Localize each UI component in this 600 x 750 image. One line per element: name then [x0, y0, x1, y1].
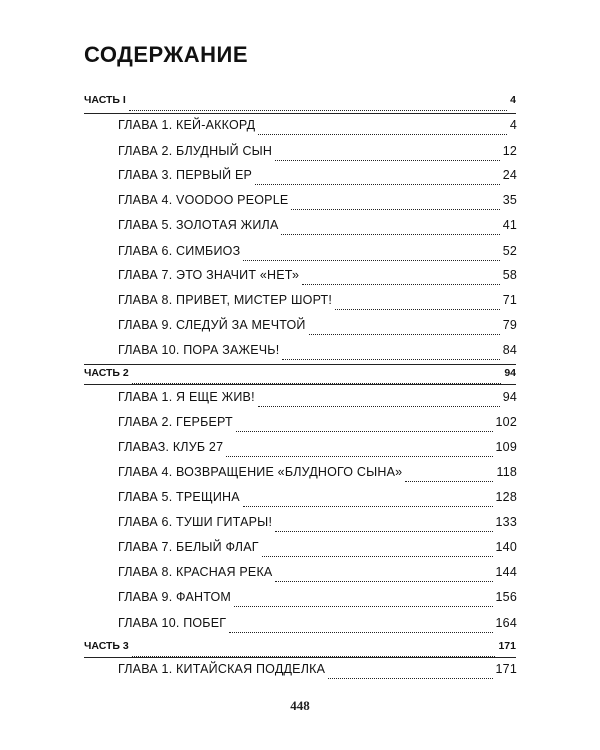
toc-chapter-entry — [118, 218, 517, 238]
toc-chapter-entry — [118, 465, 517, 485]
toc-chapter-entry — [118, 268, 517, 288]
dot-leader — [282, 359, 499, 360]
toc-chapter-entry — [118, 490, 517, 510]
chapter-title: ГЛАВА 9. СЛЕДУЙ ЗА МЕЧТОЙ — [118, 318, 306, 332]
toc-page-number: 133 — [495, 515, 517, 529]
dot-leader — [258, 134, 507, 135]
toc-chapter-entry — [118, 662, 517, 682]
toc-page-number: 84 — [502, 343, 517, 357]
toc-chapter-entry — [118, 118, 517, 138]
toc-chapter-entry — [118, 168, 517, 188]
toc-page-number: 94 — [502, 390, 517, 404]
toc-chapter-entry — [118, 144, 517, 164]
chapter-title: ГЛАВА 5. ЗОЛОТАЯ ЖИЛА — [118, 218, 279, 232]
dot-leader — [234, 606, 492, 607]
dot-leader — [275, 581, 492, 582]
part-title: ЧАСТЬ I — [84, 94, 126, 106]
toc-page-number: 35 — [502, 193, 517, 207]
dot-leader — [262, 556, 493, 557]
chapter-title: ГЛАВА 2. ГЕРБЕРТ — [118, 415, 233, 429]
toc-chapter-entry — [118, 318, 517, 338]
toc-page-number: 128 — [495, 490, 517, 504]
dot-leader — [229, 632, 492, 633]
chapter-title: ГЛАВА 5. ТРЕЩИНА — [118, 490, 240, 504]
toc-page-number: 144 — [495, 565, 517, 579]
dot-leader — [275, 531, 492, 532]
chapter-title: ГЛАВА 1. КИТАЙСКАЯ ПОДДЕЛКА — [118, 662, 326, 676]
chapter-title: ГЛАВА 7. БЕЛЫЙ ФЛАГ — [118, 540, 259, 554]
section-divider — [84, 384, 516, 385]
toc-chapter-entry — [118, 244, 517, 264]
toc-page-number: 102 — [495, 415, 517, 429]
toc-part-entry — [84, 94, 516, 114]
dot-leader — [302, 284, 499, 285]
chapter-title: ГЛАВА 9. ФАНТОМ — [118, 590, 232, 604]
toc-page-number: 94 — [504, 367, 516, 379]
toc-page-number: 24 — [502, 168, 517, 182]
dot-leader — [335, 309, 500, 310]
dot-leader — [281, 234, 499, 235]
dot-leader — [226, 456, 492, 457]
toc-chapter-entry — [118, 193, 517, 213]
chapter-title: ГЛАВА 6. СИМБИОЗ — [118, 244, 241, 258]
dot-leader — [405, 481, 493, 482]
section-divider — [84, 364, 516, 365]
dot-leader — [129, 110, 507, 111]
chapter-title: ГЛАВА 7. ЭТО ЗНАЧИТ «НЕТ» — [118, 268, 300, 282]
toc-chapter-entry — [118, 590, 517, 610]
toc-chapter-entry — [118, 293, 517, 313]
dot-leader — [275, 160, 500, 161]
toc-page-number: 118 — [496, 465, 517, 479]
toc-page-number: 171 — [495, 662, 517, 676]
toc-page-number: 58 — [502, 268, 517, 282]
chapter-title: ГЛАВА 10. ПОРА ЗАЖЕЧЬ! — [118, 343, 280, 357]
chapter-title: ГЛАВА 3. ПЕРВЫЙ ЕР — [118, 168, 253, 182]
toc-chapter-entry — [118, 343, 517, 363]
toc-page-number: 79 — [502, 318, 517, 332]
page-title: СОДЕРЖАНИЕ — [84, 42, 249, 67]
dot-leader — [236, 431, 493, 432]
chapter-title: ГЛАВАЗ. КЛУБ 27 — [118, 440, 224, 454]
page-number: 448 — [290, 698, 310, 713]
toc-page-number: 109 — [495, 440, 517, 454]
toc-chapter-entry — [118, 440, 517, 460]
chapter-title: ГЛАВА 4. ВОЗВРАЩЕНИЕ «БЛУДНОГО СЫНА» — [118, 465, 403, 479]
toc-page-number: 12 — [502, 144, 517, 158]
chapter-title: ГЛАВА 2. БЛУДНЫЙ СЫН — [118, 144, 273, 158]
part-title: ЧАСТЬ 3 — [84, 640, 129, 652]
dot-leader — [291, 209, 499, 210]
toc-chapter-entry — [118, 565, 517, 585]
chapter-title: ГЛАВА 1. Я ЕЩЕ ЖИВ! — [118, 390, 255, 404]
dot-leader — [328, 678, 492, 679]
toc-page-number: 156 — [495, 590, 517, 604]
chapter-title: ГЛАВА 10. ПОБЕГ — [118, 616, 227, 630]
toc-page-number: 140 — [495, 540, 517, 554]
toc-page-number: 4 — [509, 118, 517, 132]
chapter-title: ГЛАВА 1. КЕЙ-АККОРД — [118, 118, 256, 132]
chapter-title: ГЛАВА 4. VOODOO PEOPLE — [118, 193, 289, 207]
toc-page-number: 41 — [502, 218, 517, 232]
dot-leader — [243, 506, 493, 507]
chapter-title: ГЛАВА 8. ПРИВЕТ, МИСТЕР ШОРТ! — [118, 293, 333, 307]
dot-leader — [255, 184, 500, 185]
toc-chapter-entry — [118, 415, 517, 435]
dot-leader — [309, 334, 500, 335]
toc-chapter-entry — [118, 390, 517, 410]
section-divider — [84, 113, 516, 114]
toc-chapter-entry — [118, 616, 517, 636]
chapter-title: ГЛАВА 6. ТУШИ ГИТАРЫ! — [118, 515, 273, 529]
toc-chapter-entry — [118, 540, 517, 560]
part-title: ЧАСТЬ 2 — [84, 367, 129, 379]
toc-page-number: 164 — [495, 616, 517, 630]
dot-leader — [258, 406, 500, 407]
toc-chapter-entry — [118, 515, 517, 535]
section-divider — [84, 657, 516, 658]
chapter-title: ГЛАВА 8. КРАСНАЯ РЕКА — [118, 565, 273, 579]
toc-page-number: 4 — [510, 94, 516, 106]
toc-page-number: 71 — [502, 293, 517, 307]
dot-leader — [243, 260, 499, 261]
toc-page-number: 171 — [498, 640, 516, 652]
toc-page-number: 52 — [502, 244, 517, 258]
